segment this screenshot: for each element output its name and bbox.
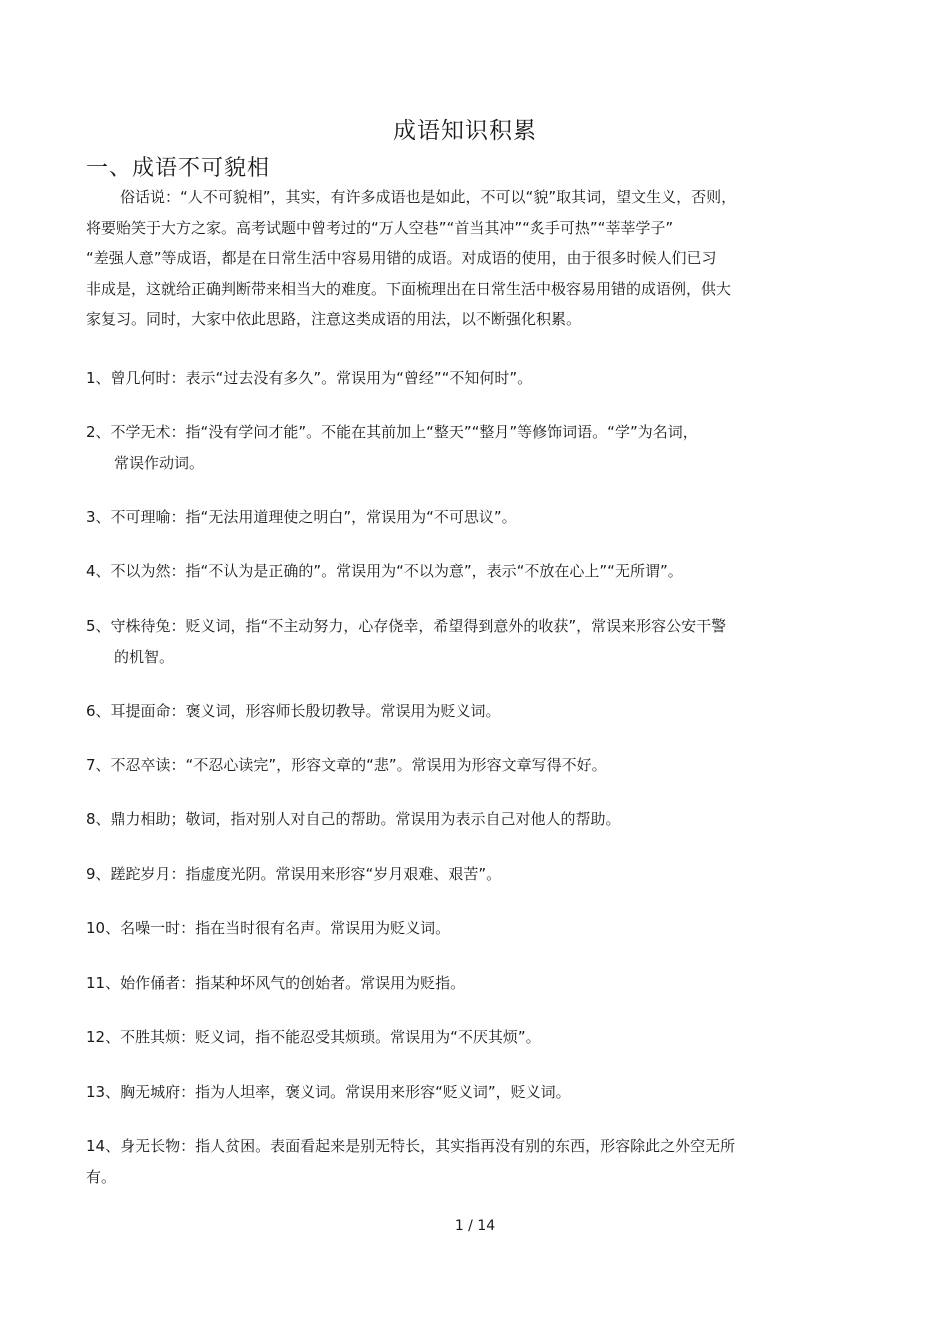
list-item-text: 14、身无长物：指人贫困。表面看起来是别无特长，其实指再没有别的东西，形容除此之外空无所 [86,1137,736,1155]
list-item-text: 10、名噪一时：指在当时很有名声。常误用为贬义词。 [86,919,451,937]
intro-paragraph [86,189,826,342]
list-item-text: 5、守株待兔：贬义词，指“不主动努力，心存侥幸，希望得到意外的收获”，常误来形容公安干警 [86,617,727,635]
intro-line: 将要贻笑于大方之家。高考试题中曾考过的“万人空巷”“首当其冲”“炙手可热”“莘莘学子” [86,218,674,237]
list-item-text: 7、不忍卒读：“不忍心读完”，形容文章的“悲”。常误用为形容文章写得不好。 [86,756,607,774]
list-item-continuation: 的机智。 [114,647,175,666]
list-item [86,1029,541,1045]
list-item-text: 1、曾几何时：表示“过去没有多久”。常误用为“曾经”“不知何时”。 [86,369,533,387]
list-item [86,1138,735,1185]
page-number: 1 / 14 [454,1218,496,1234]
list-item [86,703,501,719]
list-item-text: 12、不胜其烦：贬义词，指不能忍受其烦琐。常误用为“不厌其烦”。 [86,1028,541,1046]
intro-line: “差强人意”等成语，都是在日常生活中容易用错的成语。对成语的使用，由于很多时候人们已习 [86,249,717,267]
list-item-text: 13、胸无城府：指为人坦率，褒义词。常误用来形容“贬义词”，贬义词。 [86,1083,571,1101]
list-item-text: 2、不学无术：指“没有学问才能”。不能在其前加上“整天”“整月”等修饰词语。“学”为名词， [86,423,698,441]
document-title: 成语知识积累 [393,118,537,144]
list-item [86,370,532,386]
list-item [86,509,517,525]
list-item [86,920,450,936]
intro-line: 俗话说：“人不可貌相”，其实，有许多成语也是如此，不可以“貌”取其词，望文生义，否则， [120,188,737,206]
list-item [86,1084,571,1100]
list-item-text: 3、不可理喻：指“无法用道理使之明白”，常误用为“不可思议”。 [86,508,517,526]
list-item-text: 6、耳提面命：褒义词，形容师长殷切教导。常误用为贬义词。 [86,702,501,720]
list-item-text: 11、始作俑者：指某种坏风气的创始者。常误用为贬指。 [86,974,466,992]
section-heading: 一、成语不可貌相 [86,156,271,181]
intro-line: 非成是，这就给正确判断带来相当大的难度。下面梳理出在日常生活中极容易用错的成语例，供大 [86,279,732,298]
intro-line: 家复习。同时，大家中依此思路，注意这类成语的用法，以不断强化积累。 [86,310,582,328]
list-item [86,975,465,991]
list-item [86,618,726,665]
list-item [86,757,607,773]
list-item-text: 9、蹉跎岁月：指虚度光阴。常误用来形容“岁月艰难、艰苦”。 [86,865,502,883]
list-item [86,563,683,579]
list-item [86,811,621,827]
list-item [86,866,501,882]
list-item [86,424,698,471]
list-item-text: 4、不以为然：指“不认为是正确的”。常误用为“不以为意”，表示“不放在心上”“无所谓”。 [86,562,683,580]
list-item-continuation: 常误作动词。 [114,453,205,472]
list-item-continuation: 有。 [86,1167,117,1186]
list-item-text: 8、鼎力相助；敬词，指对别人对自己的帮助。常误用为表示自己对他人的帮助。 [86,810,621,828]
